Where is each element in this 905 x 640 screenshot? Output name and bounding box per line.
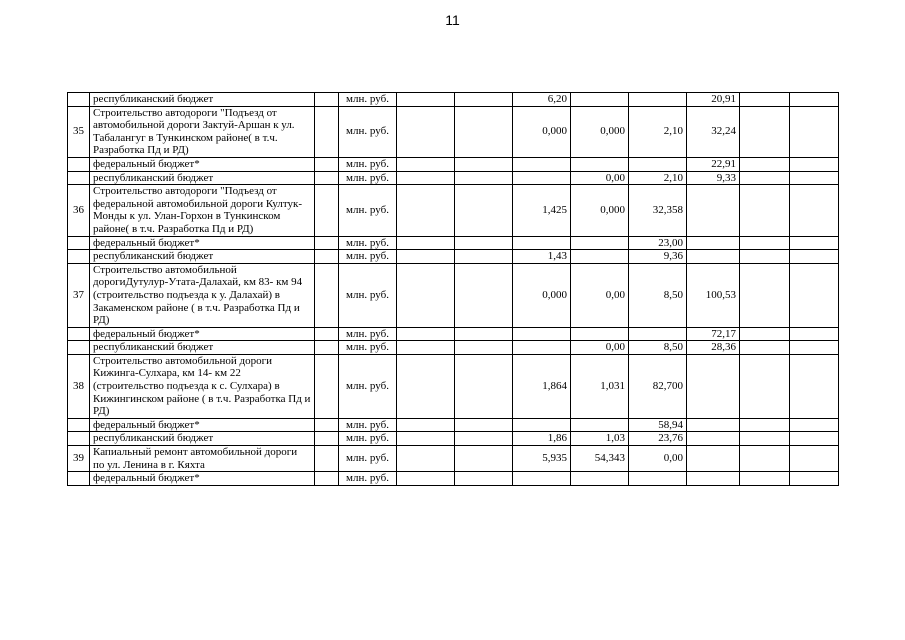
spacer-cell bbox=[315, 106, 339, 157]
row-number-cell bbox=[68, 418, 90, 432]
value-cell: 0,000 bbox=[513, 263, 571, 327]
value-cell: 8,50 bbox=[629, 341, 687, 355]
table-subrow bbox=[68, 157, 839, 171]
description-cell: республиканский бюджет bbox=[90, 341, 315, 355]
spacer-cell bbox=[315, 354, 339, 418]
value-cell bbox=[513, 472, 571, 486]
value-cell bbox=[455, 93, 513, 107]
value-cell: 23,76 bbox=[629, 432, 687, 446]
value-cell: 1,031 bbox=[571, 354, 629, 418]
value-cell: 54,343 bbox=[571, 446, 629, 472]
value-cell bbox=[397, 446, 455, 472]
value-cell bbox=[455, 472, 513, 486]
value-cell bbox=[790, 236, 839, 250]
value-cell bbox=[397, 171, 455, 185]
row-number-cell: 38 bbox=[68, 354, 90, 418]
value-cell bbox=[629, 327, 687, 341]
value-cell bbox=[790, 341, 839, 355]
description-cell: Капиальный ремонт автомобильной дороги по ул. Ленина в г. Кяхта bbox=[90, 446, 315, 472]
unit-cell: млн. руб. bbox=[339, 354, 397, 418]
description-cell: федеральный бюджет* bbox=[90, 472, 315, 486]
unit-cell: млн. руб. bbox=[339, 341, 397, 355]
value-cell: 0,00 bbox=[571, 263, 629, 327]
value-cell: 72,17 bbox=[687, 327, 740, 341]
value-cell bbox=[790, 171, 839, 185]
unit-cell: млн. руб. bbox=[339, 432, 397, 446]
spacer-cell bbox=[315, 93, 339, 107]
value-cell bbox=[740, 157, 790, 171]
value-cell bbox=[629, 93, 687, 107]
value-cell bbox=[740, 171, 790, 185]
value-cell bbox=[740, 432, 790, 446]
value-cell bbox=[397, 236, 455, 250]
value-cell bbox=[790, 354, 839, 418]
value-cell: 2,10 bbox=[629, 171, 687, 185]
value-cell bbox=[397, 432, 455, 446]
value-cell bbox=[790, 157, 839, 171]
value-cell bbox=[790, 472, 839, 486]
description-cell: Строительство автодороги "Подъезд от федеральной автомобильной дороги Култук-Монды к ул. Улан-Горхон в Тункинском районе( в т.ч. Разработка Пд и РД) bbox=[90, 185, 315, 236]
row-number-cell bbox=[68, 432, 90, 446]
value-cell bbox=[571, 93, 629, 107]
value-cell bbox=[790, 446, 839, 472]
table-subrow bbox=[68, 418, 839, 432]
value-cell bbox=[397, 418, 455, 432]
unit-cell: млн. руб. bbox=[339, 171, 397, 185]
value-cell bbox=[513, 327, 571, 341]
description-cell: Строительство автодороги "Подъезд от автомобильной дороги Зактуй-Аршан к ул. Табалангуг в Тункинском районе( в т.ч. Разработка Пд и РД) bbox=[90, 106, 315, 157]
value-cell: 22,91 bbox=[687, 157, 740, 171]
spacer-cell bbox=[315, 418, 339, 432]
value-cell: 9,36 bbox=[629, 250, 687, 264]
value-cell bbox=[455, 106, 513, 157]
value-cell: 58,94 bbox=[629, 418, 687, 432]
value-cell bbox=[455, 418, 513, 432]
row-number-cell bbox=[68, 341, 90, 355]
row-number-cell bbox=[68, 250, 90, 264]
value-cell: 82,700 bbox=[629, 354, 687, 418]
table-row bbox=[68, 354, 839, 418]
unit-cell: млн. руб. bbox=[339, 263, 397, 327]
value-cell: 9,33 bbox=[687, 171, 740, 185]
table-subrow bbox=[68, 171, 839, 185]
value-cell bbox=[740, 354, 790, 418]
value-cell bbox=[740, 446, 790, 472]
value-cell: 0,00 bbox=[629, 446, 687, 472]
spacer-cell bbox=[315, 250, 339, 264]
description-cell: федеральный бюджет* bbox=[90, 236, 315, 250]
spacer-cell bbox=[315, 472, 339, 486]
value-cell bbox=[687, 236, 740, 250]
value-cell: 0,00 bbox=[571, 171, 629, 185]
spacer-cell bbox=[315, 157, 339, 171]
value-cell bbox=[513, 418, 571, 432]
value-cell bbox=[571, 157, 629, 171]
table-subrow bbox=[68, 472, 839, 486]
description-cell: федеральный бюджет* bbox=[90, 327, 315, 341]
value-cell: 1,864 bbox=[513, 354, 571, 418]
table-row bbox=[68, 446, 839, 472]
value-cell bbox=[397, 341, 455, 355]
value-cell: 1,03 bbox=[571, 432, 629, 446]
unit-cell: млн. руб. bbox=[339, 418, 397, 432]
value-cell: 23,00 bbox=[629, 236, 687, 250]
value-cell bbox=[455, 354, 513, 418]
spacer-cell bbox=[315, 171, 339, 185]
value-cell bbox=[397, 472, 455, 486]
spacer-cell bbox=[315, 263, 339, 327]
value-cell: 1,86 bbox=[513, 432, 571, 446]
value-cell: 1,43 bbox=[513, 250, 571, 264]
row-number-cell bbox=[68, 157, 90, 171]
value-cell bbox=[397, 106, 455, 157]
value-cell bbox=[397, 263, 455, 327]
description-cell: федеральный бюджет* bbox=[90, 157, 315, 171]
value-cell bbox=[455, 446, 513, 472]
description-cell: Строительство автомобильной дорогиДутулур-Утата-Далахай, км 83- км 94 (строительство подъезда к у. Далахай) в Закаменском районе ( в т.ч. Разработка Пд и РД) bbox=[90, 263, 315, 327]
value-cell bbox=[455, 157, 513, 171]
unit-cell: млн. руб. bbox=[339, 446, 397, 472]
row-number-cell: 37 bbox=[68, 263, 90, 327]
table-subrow bbox=[68, 327, 839, 341]
page-number: 11 bbox=[445, 12, 460, 28]
value-cell bbox=[687, 250, 740, 264]
spacer-cell bbox=[315, 446, 339, 472]
value-cell bbox=[455, 341, 513, 355]
spacer-cell bbox=[315, 432, 339, 446]
row-number-cell: 39 bbox=[68, 446, 90, 472]
table-body bbox=[68, 93, 839, 486]
budget-table bbox=[67, 92, 839, 486]
value-cell bbox=[455, 263, 513, 327]
row-number-cell bbox=[68, 327, 90, 341]
value-cell bbox=[513, 341, 571, 355]
value-cell bbox=[397, 185, 455, 236]
value-cell bbox=[571, 327, 629, 341]
value-cell bbox=[790, 250, 839, 264]
value-cell: 32,358 bbox=[629, 185, 687, 236]
description-cell: республиканский бюджет bbox=[90, 432, 315, 446]
value-cell: 0,000 bbox=[571, 106, 629, 157]
value-cell bbox=[397, 354, 455, 418]
spacer-cell bbox=[315, 185, 339, 236]
unit-cell: млн. руб. bbox=[339, 106, 397, 157]
value-cell bbox=[687, 432, 740, 446]
value-cell: 0,00 bbox=[571, 341, 629, 355]
value-cell bbox=[740, 236, 790, 250]
description-cell: Строительство автомобильной дороги Кижинга-Сулхара, км 14- км 22 (строительство подъезда к с. Сулхара) в Кижингинском районе ( в т.ч. Разработка Пд и РД) bbox=[90, 354, 315, 418]
value-cell bbox=[397, 93, 455, 107]
description-cell: республиканский бюджет bbox=[90, 250, 315, 264]
value-cell: 8,50 bbox=[629, 263, 687, 327]
value-cell bbox=[687, 418, 740, 432]
value-cell bbox=[790, 327, 839, 341]
value-cell bbox=[513, 236, 571, 250]
value-cell bbox=[740, 341, 790, 355]
spacer-cell bbox=[315, 236, 339, 250]
table-subrow bbox=[68, 432, 839, 446]
value-cell: 5,935 bbox=[513, 446, 571, 472]
row-number-cell: 36 bbox=[68, 185, 90, 236]
unit-cell: млн. руб. bbox=[339, 236, 397, 250]
value-cell bbox=[513, 171, 571, 185]
value-cell bbox=[740, 472, 790, 486]
row-number-cell bbox=[68, 93, 90, 107]
value-cell: 28,36 bbox=[687, 341, 740, 355]
value-cell: 2,10 bbox=[629, 106, 687, 157]
value-cell: 0,000 bbox=[513, 106, 571, 157]
value-cell bbox=[571, 236, 629, 250]
value-cell: 6,20 bbox=[513, 93, 571, 107]
spacer-cell bbox=[315, 327, 339, 341]
table-row bbox=[68, 185, 839, 236]
value-cell bbox=[740, 93, 790, 107]
value-cell bbox=[397, 157, 455, 171]
value-cell bbox=[790, 418, 839, 432]
row-number-cell bbox=[68, 236, 90, 250]
unit-cell: млн. руб. bbox=[339, 93, 397, 107]
value-cell bbox=[740, 106, 790, 157]
value-cell bbox=[687, 472, 740, 486]
unit-cell: млн. руб. bbox=[339, 327, 397, 341]
spacer-cell bbox=[315, 341, 339, 355]
value-cell bbox=[571, 418, 629, 432]
value-cell: 32,24 bbox=[687, 106, 740, 157]
value-cell bbox=[455, 236, 513, 250]
description-cell: республиканский бюджет bbox=[90, 93, 315, 107]
description-cell: федеральный бюджет* bbox=[90, 418, 315, 432]
value-cell bbox=[740, 418, 790, 432]
value-cell bbox=[455, 171, 513, 185]
row-number-cell bbox=[68, 171, 90, 185]
value-cell bbox=[629, 472, 687, 486]
value-cell bbox=[687, 354, 740, 418]
value-cell: 20,91 bbox=[687, 93, 740, 107]
description-cell: республиканский бюджет bbox=[90, 171, 315, 185]
value-cell bbox=[740, 185, 790, 236]
value-cell bbox=[790, 93, 839, 107]
value-cell bbox=[571, 250, 629, 264]
value-cell bbox=[687, 446, 740, 472]
unit-cell: млн. руб. bbox=[339, 185, 397, 236]
unit-cell: млн. руб. bbox=[339, 472, 397, 486]
value-cell bbox=[455, 432, 513, 446]
table-row bbox=[68, 263, 839, 327]
unit-cell: млн. руб. bbox=[339, 157, 397, 171]
value-cell bbox=[571, 472, 629, 486]
value-cell bbox=[629, 157, 687, 171]
table-row bbox=[68, 106, 839, 157]
value-cell bbox=[397, 327, 455, 341]
value-cell bbox=[740, 250, 790, 264]
value-cell bbox=[740, 327, 790, 341]
value-cell: 1,425 bbox=[513, 185, 571, 236]
value-cell bbox=[455, 327, 513, 341]
value-cell: 100,53 bbox=[687, 263, 740, 327]
value-cell bbox=[790, 263, 839, 327]
value-cell bbox=[513, 157, 571, 171]
table-subrow bbox=[68, 341, 839, 355]
table-subrow bbox=[68, 236, 839, 250]
value-cell: 0,000 bbox=[571, 185, 629, 236]
value-cell bbox=[790, 185, 839, 236]
unit-cell: млн. руб. bbox=[339, 250, 397, 264]
value-cell bbox=[687, 185, 740, 236]
value-cell bbox=[790, 106, 839, 157]
value-cell bbox=[740, 263, 790, 327]
table-subrow bbox=[68, 93, 839, 107]
value-cell bbox=[455, 250, 513, 264]
value-cell bbox=[790, 432, 839, 446]
row-number-cell: 35 bbox=[68, 106, 90, 157]
table-subrow bbox=[68, 250, 839, 264]
value-cell bbox=[397, 250, 455, 264]
value-cell bbox=[455, 185, 513, 236]
row-number-cell bbox=[68, 472, 90, 486]
